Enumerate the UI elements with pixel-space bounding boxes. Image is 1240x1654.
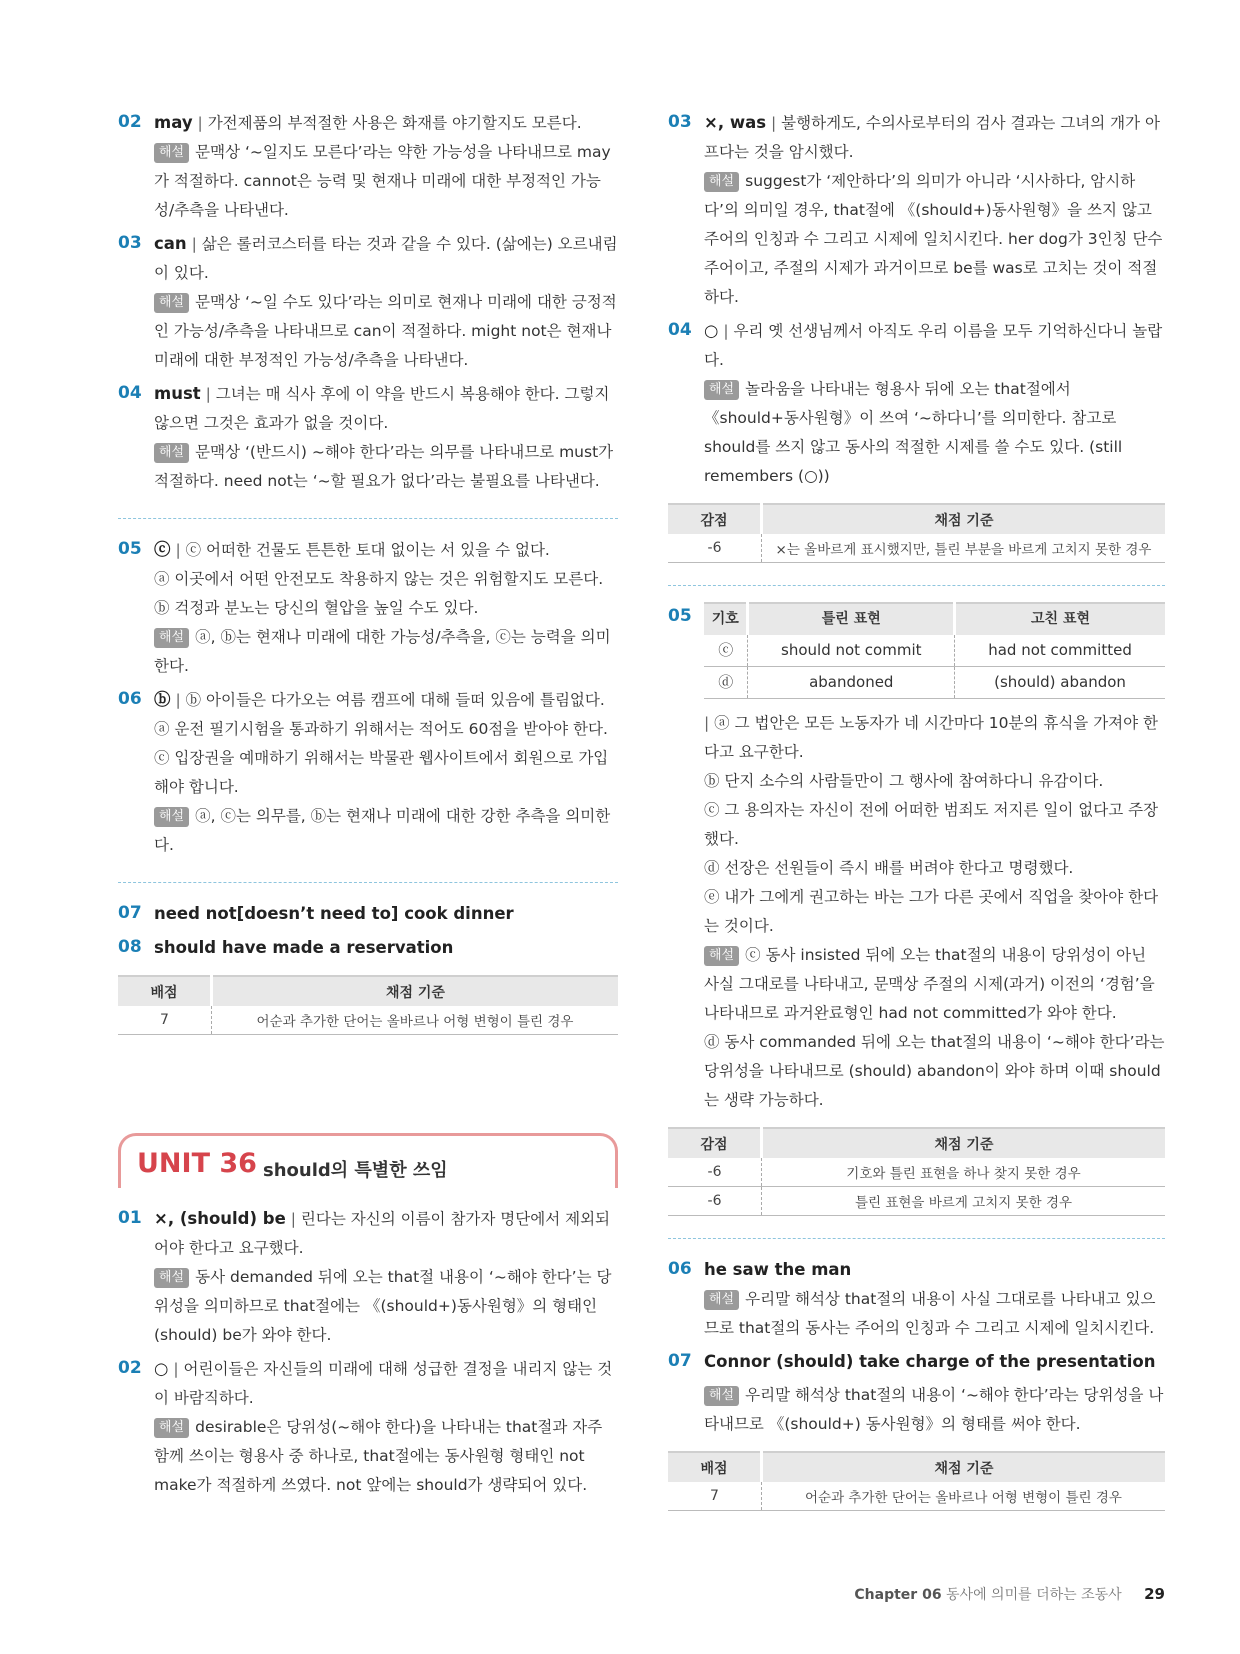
symbol-cell: ⓓ <box>704 667 748 699</box>
explanation <box>154 623 618 681</box>
question-number: 02 <box>118 112 142 132</box>
table-row <box>704 635 1165 667</box>
sub-sentence: ⓑ 걱정과 분노는 당신의 혈압을 높일 수도 있다. <box>154 599 479 617</box>
correction-table <box>704 602 1165 699</box>
question-item <box>668 602 1165 1115</box>
question-item <box>118 108 618 225</box>
question-item <box>118 685 618 860</box>
sentence: 불행하게도, 수의사로부터의 검사 결과는 그녀의 개가 아프다는 것을 암시했다. <box>704 114 1161 161</box>
question-number: 04 <box>118 383 142 403</box>
separator: | <box>290 1210 296 1228</box>
explanation-tag: 해설 <box>154 807 189 827</box>
question-item <box>118 933 618 963</box>
explanation-text: desirable은 당위성(~해야 한다)을 나타내는 that절과 자주 함께 쓰이는 형용사 중 하나로, that절에는 동사원형 형태인 not make가 적절하게 쓰였다. not 앞에는 should가 생략되어 있다. <box>154 1418 603 1494</box>
question-item <box>118 899 618 929</box>
question-number: 06 <box>668 1259 692 1279</box>
chapter-label: Chapter 06 <box>854 1587 942 1603</box>
table-header: 배점 <box>668 1452 762 1482</box>
answer: ○ <box>154 1359 169 1378</box>
answer: can <box>154 234 187 253</box>
right-column <box>668 108 1165 1511</box>
explanation-text: 우리말 해석상 that절의 내용이 사실 그대로를 나타내고 있으므로 that절의 동사는 주어의 인칭과 수 그리고 시제에 일치시킨다. <box>704 1290 1156 1337</box>
explanation-text: 문맥상 ‘~일 수도 있다’라는 의미로 현재나 미래에 대한 긍정적인 가능성/추측을 나타내므로 can이 적절하다. might not은 현재나 미래에 대한 부정적인 가능성/추측을 나타낸다. <box>154 293 617 369</box>
scoring-table <box>118 975 618 1035</box>
unit-header <box>118 1133 618 1188</box>
question-item <box>668 1255 1165 1343</box>
answer: ×, was <box>704 113 767 132</box>
explanation-text: 문맥상 ‘~일지도 모른다’라는 약한 가능성을 나타내므로 may가 적절하다. cannot은 능력 및 현재나 미래에 대한 부정적인 가능성/추측을 나타낸다. <box>154 143 611 219</box>
explanation <box>154 802 618 860</box>
question-item <box>118 229 618 375</box>
sub-sentence: ⓒ 그 용의자는 자신이 전에 어떠한 범죄도 저지른 일이 없다고 주장했다. <box>704 801 1159 848</box>
explanation-tag: 해설 <box>704 172 739 192</box>
section-divider <box>668 1238 1165 1239</box>
table-row <box>668 1187 1165 1216</box>
wrong-cell: should not commit <box>748 635 955 667</box>
explanation-tag: 해설 <box>154 293 189 313</box>
sentence <box>704 709 1165 767</box>
separator: | <box>175 691 181 709</box>
scoring-table <box>668 1451 1165 1511</box>
explanation <box>704 1285 1165 1343</box>
explanation-text: suggest가 ‘제안하다’의 의미가 아니라 ‘시사하다, 암시하다’의 의미일 경우, that절에 《(should+)동사원형》을 쓰지 않고 주어의 인칭과 수 그리고 시제에 일치시킨다. her dog가 3인칭 단수 주어이고, 주절의 시제가 과거이므로 be를 was로 고치는 것이 적절하다. <box>704 172 1163 306</box>
question-number: 05 <box>118 539 142 559</box>
explanation-text: ⓐ, ⓒ는 의무를, ⓑ는 현재나 미래에 대한 강한 추측을 의미한다. <box>154 807 611 854</box>
unit-label: UNIT 36 <box>137 1148 257 1179</box>
separator: | <box>175 541 181 559</box>
separator: | <box>197 114 203 132</box>
explanation <box>154 288 618 375</box>
explanation-tag: 해설 <box>704 1386 739 1406</box>
question-number: 07 <box>668 1351 692 1371</box>
section-divider <box>118 882 618 883</box>
fixed-cell: had not committed <box>955 635 1165 667</box>
score-cell: -6 <box>668 1158 762 1187</box>
explanation <box>704 941 1165 1028</box>
table-header: 틀린 표현 <box>748 603 955 635</box>
explanation-tag: 해설 <box>154 143 189 163</box>
explanation-tag: 해설 <box>704 946 739 966</box>
score-cell: 7 <box>668 1482 762 1511</box>
criteria-cell: 어순과 추가한 단어는 올바르나 어형 변형이 틀린 경우 <box>212 1006 619 1035</box>
table-row <box>704 667 1165 699</box>
explanation-text: 우리말 해석상 that절의 내용이 ‘~해야 한다’라는 당위성을 나타내므로 《(should+) 동사원형》의 형태를 써야 한다. <box>704 1386 1164 1433</box>
sentence: 린다는 자신의 이름이 참가자 명단에서 제외되어야 한다고 요구했다. <box>154 1210 611 1257</box>
table-header: 기호 <box>704 603 748 635</box>
explanation <box>154 1263 618 1350</box>
criteria-cell: ×는 올바르게 표시했지만, 틀린 부분을 바르게 고치지 못한 경우 <box>762 534 1166 563</box>
page-number: 29 <box>1144 1585 1165 1603</box>
explanation <box>154 1413 618 1500</box>
table-header: 채점 기준 <box>212 976 619 1006</box>
question-item <box>668 108 1165 312</box>
table-row <box>668 534 1165 563</box>
scoring-table <box>668 1127 1165 1216</box>
sentence: 삶은 롤러코스터를 타는 것과 같을 수 있다. (삶에는) 오르내림이 있다. <box>154 235 618 282</box>
separator: | <box>191 235 197 253</box>
separator: | <box>173 1360 179 1378</box>
explanation-text: ⓒ 동사 insisted 뒤에 오는 that절의 내용이 당위성이 아닌 사실 그대로를 나타내고, 문맥상 주절의 시제(과거) 이전의 ‘경험’을 나타내므로 과거완료형인 had not committed가 와야 한다. <box>704 946 1155 1022</box>
chapter-title: 동사에 의미를 더하는 조동사 <box>946 1587 1122 1603</box>
explanation-text: 동사 demanded 뒤에 오는 that절 내용이 ‘~해야 한다’는 당위성을 의미하므로 that절에는 《(should+)동사원형》의 형태인 (should) be가 와야 한다. <box>154 1268 612 1344</box>
answer: ⓒ <box>154 540 171 559</box>
explanation-text: 놀라움을 나타내는 형용사 뒤에 오는 that절에서 《should+동사원형》이 쓰여 ‘~하다니’를 의미한다. 참고로 should를 쓰지 않고 동사의 적절한 시제를 쓸 수도 있다. (still remembers (○)) <box>704 380 1123 485</box>
answer: ⓑ <box>154 690 171 709</box>
sentence-text: ⓐ 그 법안은 모든 노동자가 네 시간마다 10분의 휴식을 가져야 한다고 요구한다. <box>704 714 1159 761</box>
score-cell: -6 <box>668 534 762 563</box>
table-header: 채점 기준 <box>762 1128 1166 1158</box>
question-number: 06 <box>118 689 142 709</box>
section-divider <box>668 585 1165 586</box>
explanation-tag: 해설 <box>154 1418 189 1438</box>
table-row <box>118 1006 618 1035</box>
score-cell: 7 <box>118 1006 212 1035</box>
sub-sentence: ⓒ 입장권을 예매하기 위해서는 박물관 웹사이트에서 회원으로 가입해야 합니다. <box>154 749 609 796</box>
table-header: 고친 표현 <box>955 603 1165 635</box>
question-number: 02 <box>118 1358 142 1378</box>
question-number: 01 <box>118 1208 142 1228</box>
unit-title: should의 특별한 쓰임 <box>263 1160 448 1181</box>
criteria-cell: 틀린 표현을 바르게 고치지 못한 경우 <box>762 1187 1166 1216</box>
explanation <box>704 1381 1165 1439</box>
question-item <box>668 1347 1165 1439</box>
separator: | <box>205 385 211 403</box>
wrong-cell: abandoned <box>748 667 955 699</box>
question-item <box>118 379 618 496</box>
section-divider <box>118 518 618 519</box>
answer: should have made a reservation <box>154 938 454 957</box>
separator: | <box>704 714 710 732</box>
question-item <box>118 535 618 681</box>
question-item <box>118 1204 618 1350</box>
criteria-cell: 기호와 틀린 표현을 하나 찾지 못한 경우 <box>762 1158 1166 1187</box>
symbol-cell: ⓒ <box>704 635 748 667</box>
explanation <box>704 375 1165 491</box>
explanation-tag: 해설 <box>154 1268 189 1288</box>
question-item <box>118 1354 618 1500</box>
explanation-tag: 해설 <box>704 1290 739 1310</box>
answer: Connor (should) take charge of the presentation <box>704 1352 1156 1371</box>
question-item <box>668 316 1165 491</box>
explanation <box>704 167 1165 312</box>
sub-sentence: ⓔ 내가 그에게 권고하는 바는 그가 다른 곳에서 직업을 찾아야 한다는 것이다. <box>704 888 1159 935</box>
explanation-text: ⓓ 동사 commanded 뒤에 오는 that절의 내용이 ‘~해야 한다’라는 당위성을 나타내므로 (should) abandon이 와야 하며 이때 should는 생략 가능하다. <box>704 1033 1165 1109</box>
table-header: 감점 <box>668 504 762 534</box>
table-header: 채점 기준 <box>762 1452 1166 1482</box>
explanation-text: 문맥상 ‘(반드시) ~해야 한다’라는 의무를 나타내므로 must가 적절하다. need not는 ‘~할 필요가 없다’라는 불필요를 나타낸다. <box>154 443 614 490</box>
answer: must <box>154 384 201 403</box>
criteria-cell: 어순과 추가한 단어는 올바르나 어형 변형이 틀린 경우 <box>762 1482 1166 1511</box>
question-number: 08 <box>118 937 142 957</box>
question-number: 07 <box>118 903 142 923</box>
table-header: 채점 기준 <box>762 504 1166 534</box>
explanation <box>154 438 618 496</box>
table-row <box>668 1158 1165 1187</box>
scoring-table <box>668 503 1165 563</box>
table-header: 배점 <box>118 976 212 1006</box>
fixed-cell: (should) abandon <box>955 667 1165 699</box>
answer: ×, (should) be <box>154 1209 286 1228</box>
separator: | <box>723 322 729 340</box>
left-column <box>118 108 618 1504</box>
sub-sentence: ⓓ 선장은 선원들이 즉시 배를 버려야 한다고 명령했다. <box>704 859 1074 877</box>
explanation-tag: 해설 <box>154 443 189 463</box>
answer: he saw the man <box>704 1260 852 1279</box>
question-number: 03 <box>668 112 692 132</box>
answer: ○ <box>704 321 719 340</box>
explanation-text: ⓐ, ⓑ는 현재나 미래에 대한 가능성/추측을, ⓒ는 능력을 의미한다. <box>154 628 611 675</box>
sub-sentence: ⓐ 이곳에서 어떤 안전모도 착용하지 않는 것은 위험할지도 모른다. <box>154 570 604 588</box>
answer: may <box>154 113 193 132</box>
question-number: 05 <box>668 606 692 626</box>
question-number: 04 <box>668 320 692 340</box>
separator: | <box>770 114 777 132</box>
table-header: 감점 <box>668 1128 762 1158</box>
explanation-tag: 해설 <box>154 628 189 648</box>
answer: need not[doesn’t need to] cook dinner <box>154 904 514 923</box>
explanation <box>154 138 618 225</box>
table-row <box>668 1482 1165 1511</box>
sentence: 가전제품의 부적절한 사용은 화재를 야기할지도 모른다. <box>207 114 582 132</box>
sentence: 우리 옛 선생님께서 아직도 우리 이름을 모두 기억하신다니 놀랍다. <box>704 322 1163 369</box>
sentence: 그녀는 매 식사 후에 이 약을 반드시 복용해야 한다. 그렇지 않으면 그것은 효과가 없을 것이다. <box>154 385 610 432</box>
sentence: ⓒ 어떠한 건물도 튼튼한 토대 없이는 서 있을 수 없다. <box>185 541 550 559</box>
explanation-tag: 해설 <box>704 380 739 400</box>
score-cell: -6 <box>668 1187 762 1216</box>
question-number: 03 <box>118 233 142 253</box>
sub-sentence: ⓐ 운전 필기시험을 통과하기 위해서는 적어도 60점을 받아야 한다. <box>154 720 608 738</box>
sentence: 어린이들은 자신들의 미래에 대해 성급한 결정을 내리지 않는 것이 바람직하다. <box>154 1360 613 1407</box>
page-footer <box>854 1584 1165 1604</box>
sentence: ⓑ 아이들은 다가오는 여름 캠프에 대해 들떠 있음에 틀림없다. <box>185 691 605 709</box>
sub-sentence: ⓑ 단지 소수의 사람들만이 그 행사에 참여하다니 유감이다. <box>704 772 1104 790</box>
